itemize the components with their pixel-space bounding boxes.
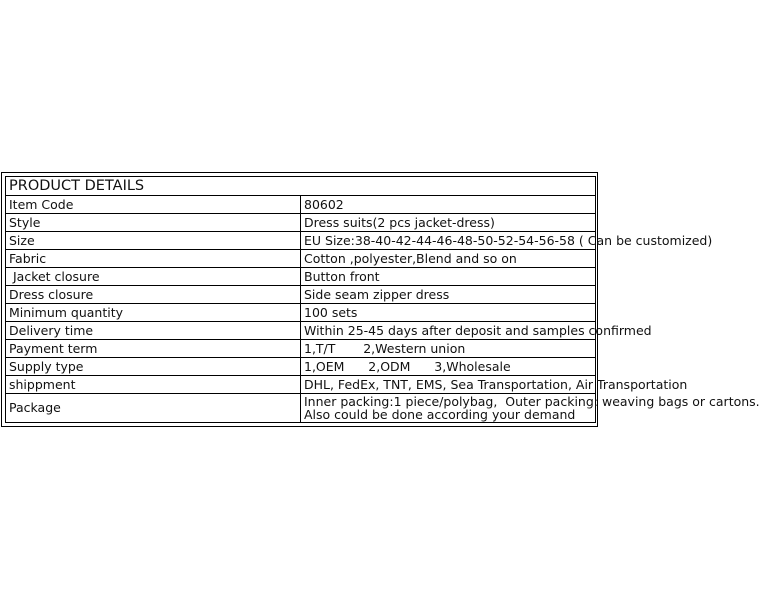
row-value-size: EU Size:38-40-42-44-46-48-50-52-54-56-58 ( Can be customized) [301,232,596,250]
row-label-delivery-time: Delivery time [6,322,301,340]
table-row [6,358,596,376]
product-details-table [5,176,760,423]
row-label-minimum-quantity: Minimum quantity [6,304,301,322]
row-label-package: Package [6,394,301,423]
row-label-supply-type: Supply type [6,358,301,376]
product-details-frame [1,172,760,427]
row-value-style: Dress suits(2 pcs jacket-dress) [301,214,596,232]
row-label-dress-closure: Dress closure [6,286,301,304]
table-row [6,250,596,268]
row-label-fabric: Fabric [6,250,301,268]
table-row [6,286,596,304]
row-value-shippment: DHL, FedEx, TNT, EMS, Sea Transportation, Air Transportation [301,376,596,394]
row-value-dress-closure: Side seam zipper dress [301,286,596,304]
table-row [6,232,596,250]
table-row [6,268,596,286]
row-value-item-code: 80602 [301,196,596,214]
table-row [6,340,596,358]
row-value-package [301,393,760,423]
row-value-minimum-quantity: 100 sets [301,304,596,322]
table-row [6,394,596,423]
row-label-payment-term: Payment term [6,340,301,358]
row-label-jacket-closure: Jacket closure [6,268,301,286]
row-label-size: Size [6,232,301,250]
row-value-supply-type: 1,OEM 2,ODM 3,Wholesale [301,358,596,376]
table-title: PRODUCT DETAILS [6,177,596,196]
package-line-2: Also could be done according your demand [304,407,576,422]
table-row [6,214,596,232]
row-label-style: Style [6,214,301,232]
row-value-payment-term: 1,T/T 2,Western union [301,340,596,358]
table-row [6,376,596,394]
row-label-item-code: Item Code [6,196,301,214]
table-row [6,322,596,340]
row-value-fabric: Cotton ,polyester,Blend and so on [301,250,596,268]
table-row [6,304,596,322]
package-line-1: Inner packing:1 piece/polybag, Outer packing: weaving bags or cartons. [304,393,760,409]
table-title-row [6,177,596,196]
row-value-jacket-closure: Button front [301,268,596,286]
row-value-delivery-time: Within 25-45 days after deposit and samples confirmed [301,322,596,340]
row-label-shippment: shippment [6,376,301,394]
table-row [6,196,596,214]
